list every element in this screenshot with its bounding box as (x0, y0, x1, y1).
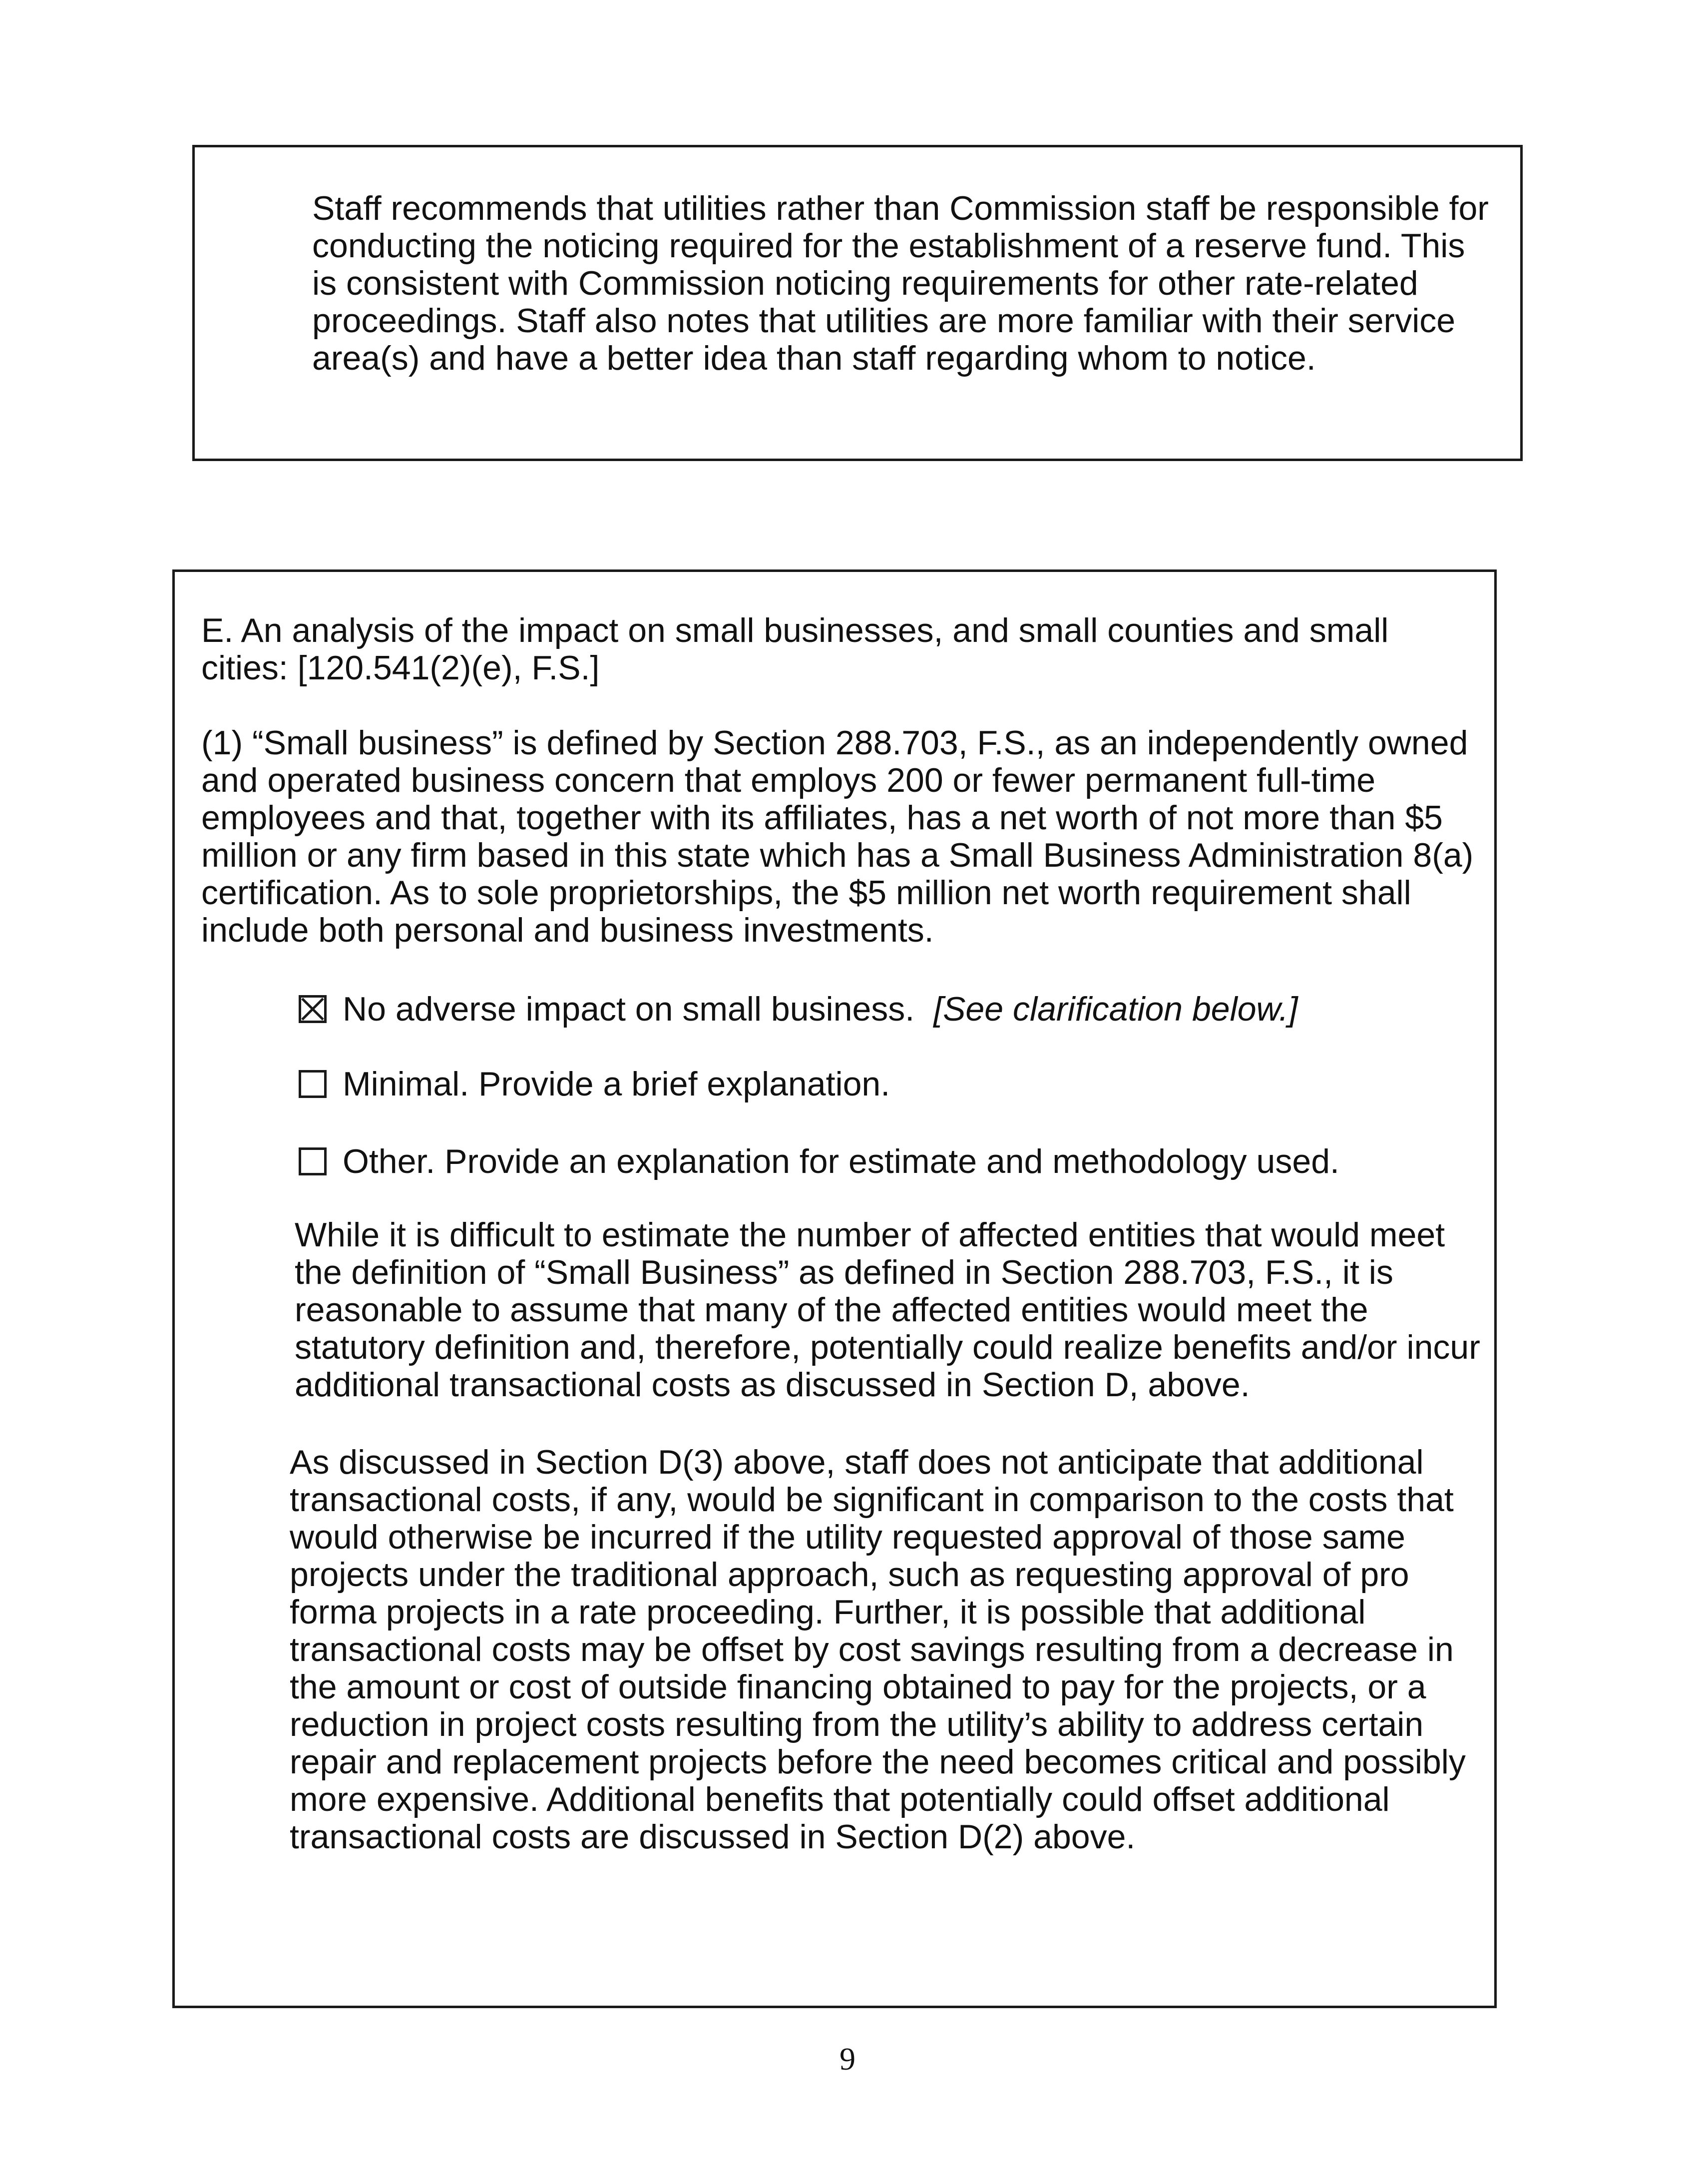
checked-checkbox-icon[interactable] (299, 995, 327, 1023)
option-label: Other. Provide an explanation for estimate and methodology used. (343, 1142, 1339, 1180)
option-other[interactable] (299, 1141, 1339, 1181)
reserve-fund-noticing-paragraph: Staff recommends that utilities rather than Commission staff be responsible for conducting the noticing required for the establishment of a reserve fund. This is consistent with Commission noticing requirements for other rate-related proceedings. Staff also notes that utilities are more familiar with their service area(s) and have a better idea than staff regarding whom to notice. (312, 189, 1489, 377)
x-mark-icon (301, 998, 324, 1021)
small-business-definition: (1) “Small business” is defined by Section 288.703, F.S., as an independently owned and operated business concern that employs 200 or fewer permanent full-time employees and that, together with its affiliates, has a net worth of not more than $5 million or any firm based in this state which has a Small Business Administration 8(a) certification. As to sole proprietorships, the $5 million net worth requirement shall include both personal and business investments. (201, 724, 1474, 949)
option-minimal[interactable] (299, 1064, 890, 1104)
affected-entities-paragraph: While it is difficult to estimate the number of affected entities that would meet the definition of “Small Business” as defined in Section 288.703, F.S., it is reasonable to assume that many of the affected entities would meet the statutory definition and, therefore, potentially could realize benefits and/or incur additional transactional costs as discussed in Section D, above. (295, 1216, 1480, 1404)
clarification-note: [See clarification below.] (933, 990, 1298, 1028)
option-no-adverse-impact[interactable] (299, 989, 1298, 1029)
transactional-costs-paragraph: As discussed in Section D(3) above, staff does not anticipate that additional transactional costs, if any, would be significant in comparison to the costs that would otherwise be incurred if the utility requested approval of those same projects under the traditional approach, such as requesting approval of pro forma projects in a rate proceeding. Further, it is possible that additional transactional costs may be offset by cost savings resulting from a decrease in the amount or cost of outside financing obtained to pay for the projects, or a reduction in project costs resulting from the utility’s ability to address certain repair and replacement projects before the need becomes critical and possibly more expensive. Additional benefits that potentially could offset additional transactional costs are discussed in Section D(2) above. (290, 1443, 1466, 1856)
page-number: 9 (840, 2041, 855, 2077)
option-label: No adverse impact on small business. (343, 990, 915, 1028)
section-e-heading: E. An analysis of the impact on small businesses, and small counties and small cities: [120.541(2)(e), F.S.] (201, 611, 1389, 687)
unchecked-checkbox-icon[interactable] (299, 1147, 327, 1175)
unchecked-checkbox-icon[interactable] (299, 1070, 327, 1098)
option-label: Minimal. Provide a brief explanation. (343, 1065, 890, 1103)
